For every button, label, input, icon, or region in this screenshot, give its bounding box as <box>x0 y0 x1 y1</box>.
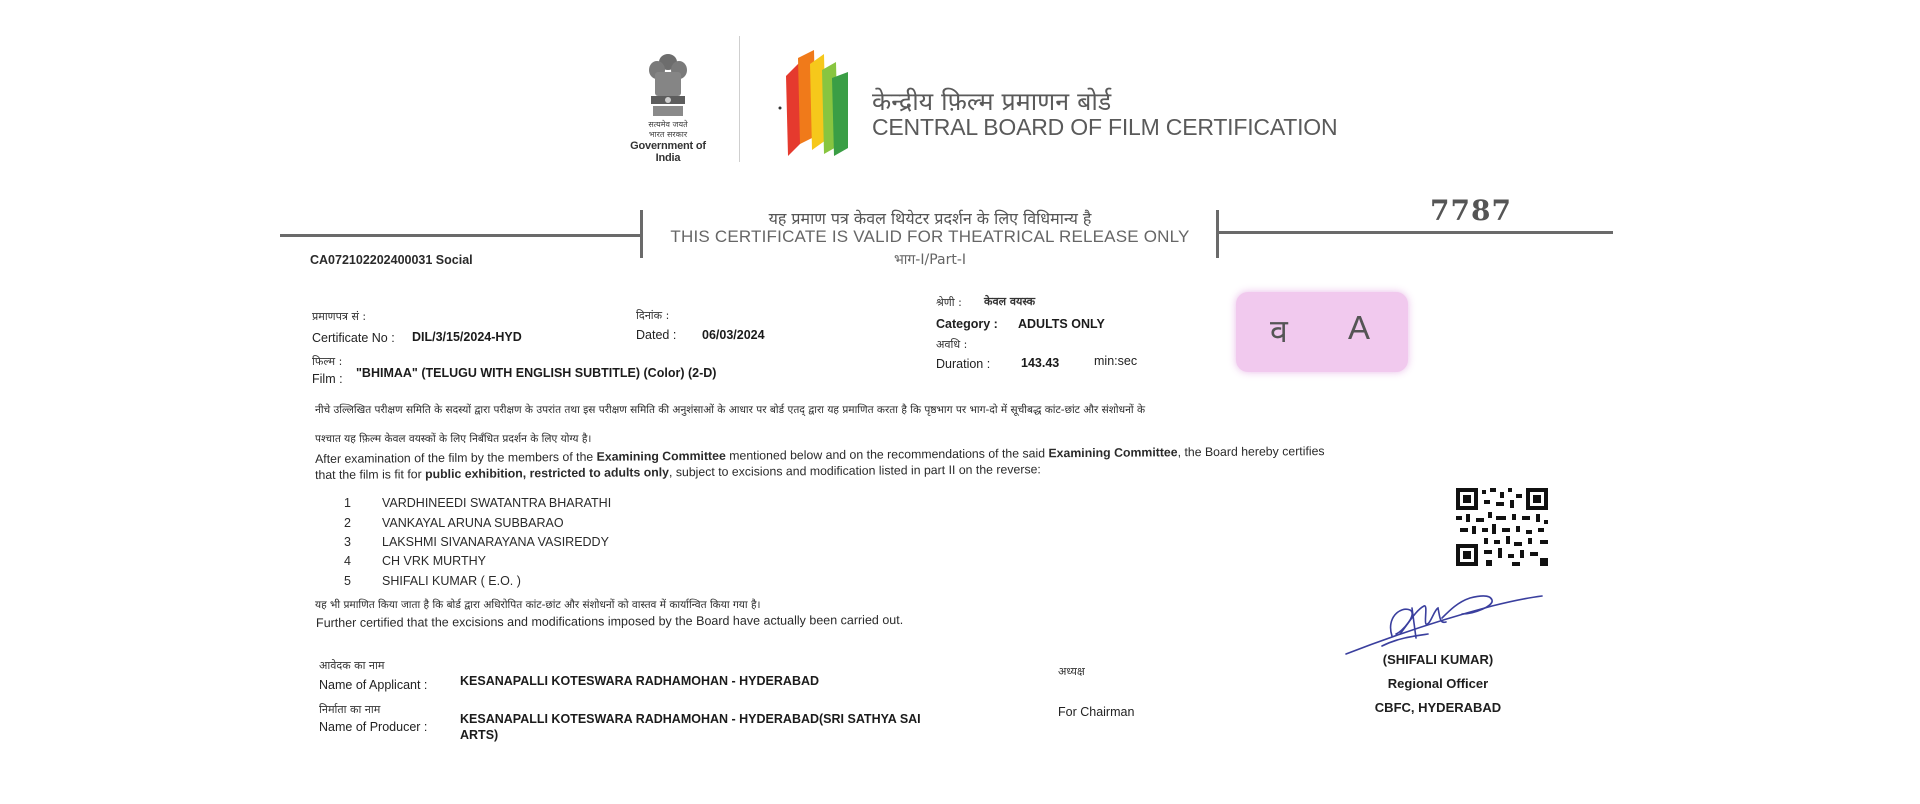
dated-label: Dated : <box>636 328 677 342</box>
dated-value: 06/03/2024 <box>702 328 765 342</box>
validity-hindi: यह प्रमाण पत्र केवल थियेटर प्रदर्शन के लिए विधिमान्य है <box>768 209 1092 228</box>
handwritten-signature <box>1342 588 1548 662</box>
certification-hindi-line-2: पश्चात यह फ़िल्म केवल वयस्कों के लिए निर्बंधित प्रदर्शन के लिए योग्य है। <box>315 433 592 445</box>
category-label: Category : <box>936 317 998 331</box>
bracket-right <box>1216 210 1219 258</box>
applicant-value: KESANAPALLI KOTESWARA RADHAMOHAN - HYDERABAD <box>460 674 820 688</box>
reference-number: CA072102202400031 Social <box>310 253 473 267</box>
chairman-english: For Chairman <box>1058 705 1135 719</box>
duration-value: 143.43 <box>1021 356 1060 370</box>
category-hindi-value: केवल वयस्क <box>984 295 1036 308</box>
dated-hindi-label: दिनांक : <box>636 309 670 322</box>
member-item: 4 CH VRK MURTHY <box>344 554 486 568</box>
certificate-no-value: DIL/3/15/2024-HYD <box>412 330 522 344</box>
rule-left <box>280 234 642 237</box>
certification-english-line-2: that the film is fit for public exhibition, restricted to adults only, subject to excisions and modification listed in part II on the reverse: <box>315 462 1041 482</box>
applicant-label: Name of Applicant : <box>319 678 428 692</box>
producer-label: Name of Producer : <box>319 720 428 734</box>
cbfc-logo-icon <box>776 44 856 160</box>
further-hindi: यह भी प्रमाणित किया जाता है कि बोर्ड द्वारा अधिरोपित कांट-छांट और संशोधनों को वास्तव में कार्यान्वित किया गया है। <box>315 599 761 611</box>
film-title: "BHIMAA" (TELUGU WITH ENGLISH SUBTITLE) (Color) (2-D) <box>356 366 717 380</box>
certification-english-line-1: After examination of the film by the members of the Examining Committee mentioned below and on the recommendations of the said Examining Committee, the Board hereby certifies <box>315 444 1325 466</box>
certification-hindi-line-1: नीचे उल्लिखित परीक्षण समिति के सदस्यों द्वारा परीक्षण के उपरांत तथा इस परीक्षण समिति की अनुशंसाओं के आधार पर बोर्ड एतद् द्वारा यह प्रमाणित करता है कि पृष्ठभाग पर भाग-दो में सूचीबद्ध कांट-छांट और संशोधनों के <box>315 404 1146 416</box>
producer-value-line-1: KESANAPALLI KOTESWARA RADHAMOHAN - HYDERABAD(SRI SATHYA SAI <box>460 712 921 726</box>
member-item: 5 SHIFALI KUMAR ( E.O. ) <box>344 574 521 588</box>
emblem-govt-english: Government of India <box>630 140 706 164</box>
category-hindi-label: श्रेणी : <box>936 296 962 309</box>
emblem-motto: सत्यमेव जयते <box>648 120 688 129</box>
film-label: Film : <box>312 372 343 386</box>
signatory-name: (SHIFALI KUMAR) <box>1382 652 1494 667</box>
board-name-english: CENTRAL BOARD OF FILM CERTIFICATION <box>872 114 1338 140</box>
cbfc-logo <box>776 44 856 160</box>
chairman-hindi: अध्यक्ष <box>1058 665 1085 678</box>
bracket-left <box>640 210 643 258</box>
national-emblem <box>628 50 708 164</box>
part-label: भाग-I/Part-I <box>893 252 967 268</box>
duration-hindi-label: अवधि : <box>936 338 968 351</box>
certificate-no-label: Certificate No : <box>312 331 395 345</box>
signatory-office: CBFC, HYDERABAD <box>1374 700 1502 715</box>
header-divider <box>739 36 740 162</box>
qr-code <box>1456 488 1548 566</box>
rating-hindi: व <box>1270 312 1288 350</box>
rule-right <box>1218 231 1613 234</box>
applicant-hindi-label: आवेदक का नाम <box>319 659 385 672</box>
member-item: 2 VANKAYAL ARUNA SUBBARAO <box>344 516 564 530</box>
rating-badge <box>1236 292 1408 372</box>
board-name-hindi: केन्द्रीय फ़िल्म प्रमाणन बोर्ड <box>872 87 1112 116</box>
serial-number: 7787 <box>1430 194 1512 227</box>
duration-unit: min:sec <box>1094 354 1138 368</box>
rating-english: A <box>1348 309 1371 346</box>
duration-label: Duration : <box>936 357 991 371</box>
category-value: ADULTS ONLY <box>1018 317 1105 331</box>
member-item: 3 LAKSHMI SIVANARAYANA VASIREDDY <box>344 535 609 549</box>
ashoka-lion-icon <box>643 50 693 120</box>
emblem-govt-hindi: भारत सरकार <box>648 130 688 139</box>
further-english: Further certified that the excisions and modifications imposed by the Board have actually been carried out. <box>316 612 904 630</box>
member-item: 1 VARDHINEEDI SWATANTRA BHARATHI <box>344 496 612 510</box>
film-hindi-label: फिल्म : <box>312 355 343 368</box>
producer-value-line-2: ARTS) <box>460 728 499 742</box>
signature-icon <box>1342 588 1548 662</box>
validity-english: THIS CERTIFICATE IS VALID FOR THEATRICAL RELEASE ONLY <box>670 227 1190 246</box>
certificate-no-hindi-label: प्रमाणपत्र सं : <box>312 310 367 323</box>
signatory-title: Regional Officer <box>1387 676 1489 691</box>
qr-code-icon <box>1456 488 1548 566</box>
producer-hindi-label: निर्माता का नाम <box>319 703 381 716</box>
